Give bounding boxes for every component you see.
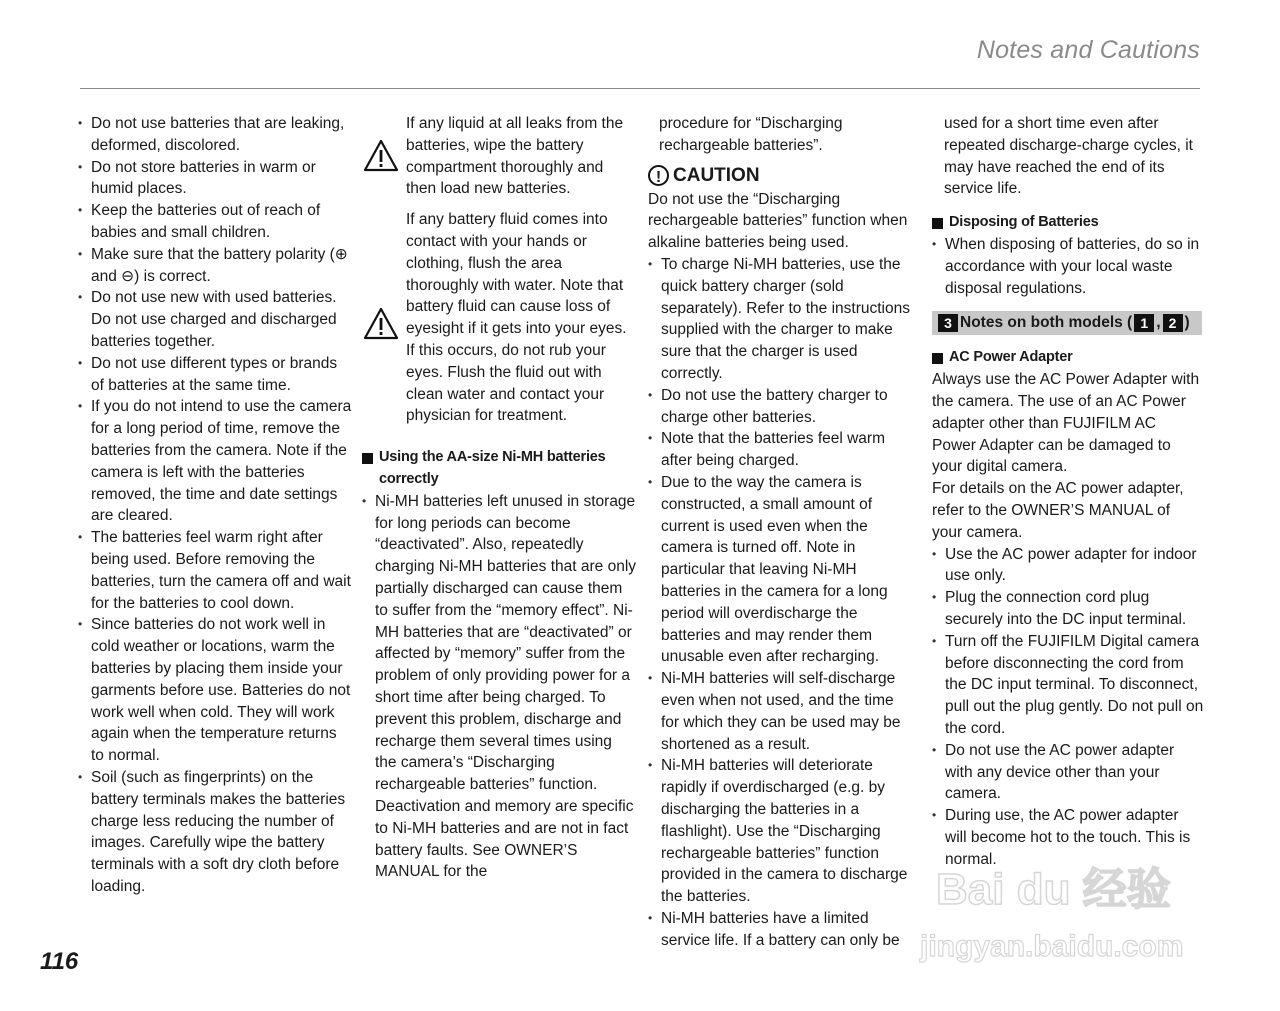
section-heading-ac-adapter: AC Power Adapter	[932, 347, 1204, 369]
list-item: • Do not store batteries in warm or humid places.	[78, 157, 352, 201]
column-3	[648, 113, 916, 951]
model-badge: 1	[1134, 314, 1154, 332]
list-item: • Make sure that the battery polarity (⊕ and ⊖) is correct.	[78, 244, 352, 288]
ac-paragraph: For details on the AC power adapter, refer to the OWNER’S MANUAL of your camera.	[932, 480, 1184, 541]
page-header-title: Notes and Cautions	[976, 36, 1200, 64]
list-item: • Ni-MH batteries will self-discharge even when not used, and the time for which they can be used may be shortened as a result.	[648, 668, 916, 755]
warning-triangle-icon	[363, 307, 399, 341]
section-heading-disposing: Disposing of Batteries	[932, 212, 1204, 234]
caution-icon: !	[648, 165, 669, 186]
ac-paragraph: Always use the AC Power Adapter with the camera. The use of an AC Power adapter other than FUJIFILM AC Power Adapter can be damaged to your digital camera.	[932, 371, 1200, 476]
list-item: • Turn off the FUJIFILM Digital camera before disconnecting the cord from the DC input terminal. To disconnect, pull out the plug gently. Do not pull on the cord.	[932, 631, 1204, 740]
column-2	[362, 113, 637, 883]
list-item: • Do not use the battery charger to charge other batteries.	[648, 385, 916, 429]
battery-cautions-list	[78, 113, 352, 898]
list-item: • Use the AC power adapter for indoor use only.	[932, 544, 1204, 588]
watermark-logo	[912, 858, 1212, 968]
column-1	[78, 113, 352, 898]
page-number: 116	[40, 948, 79, 975]
models-close: )	[1184, 314, 1190, 332]
list-item: • Ni-MH batteries have a limited service life. If a battery can only be	[648, 908, 916, 952]
list-item: • When disposing of batteries, do so in accordance with your local waste disposal regulations.	[932, 234, 1204, 299]
svg-text:Bai du 经验: Bai du 经验	[936, 865, 1171, 914]
models-separator: ,	[1156, 314, 1161, 332]
nimh-list	[362, 491, 637, 883]
models-label: Notes on both models (	[960, 314, 1133, 332]
continuation-text: procedure for “Discharging rechargeable batteries”.	[659, 115, 843, 154]
list-item: • Since batteries do not work well in cold weather or locations, warm the batteries by placing them inside your garments before use. Batteries do not work well when cold. They will work again when the temperature returns to normal.	[78, 614, 352, 767]
models-section-banner	[932, 311, 1202, 335]
warning-triangle-icon	[363, 139, 399, 173]
caution-text: Do not use the “Discharging rechargeable batteries” function when alkaline batteries being used.	[648, 190, 908, 252]
section-heading-nimh: Using the AA-size Ni-MH batteries correctly	[362, 447, 637, 491]
disposing-list	[932, 234, 1204, 299]
ac-adapter-list	[932, 544, 1204, 871]
list-item: • Plug the connection cord plug securely into the DC input terminal.	[932, 587, 1204, 631]
svg-text:jingyan.baidu.com: jingyan.baidu.com	[920, 930, 1184, 963]
list-item: • Due to the way the camera is constructed, a small amount of current is used even when the camera is turned off. Note in particular that leaving Ni-MH batteries in the camera for a long period will overdischarge the batteries and may render them unusable even after recharging.	[648, 472, 916, 668]
charging-list	[648, 254, 916, 952]
warning-leak	[362, 113, 637, 200]
list-item: • During use, the AC power adapter will become hot to the touch. This is normal.	[932, 805, 1204, 870]
list-item: • Do not use batteries that are leaking, deformed, discolored.	[78, 113, 352, 157]
list-item: • Ni-MH batteries left unused in storage for long periods can become “deactivated”. Also, repeatedly charging Ni-MH batteries that are only partially discharged can cause them to suffer from the “memory effect”. Ni-MH batteries that are “deactivated” or affected by “memory” suffer from the problem of only providing power for a short time after being charged. To prevent this problem, discharge and recharge them several times using the camera’s “Discharging rechargeable batteries” function. Deactivation and memory are specific to Ni-MH batteries and are not in fact battery faults. See OWNER’S MANUAL for the	[362, 491, 637, 883]
list-item: • Note that the batteries feel warm after being charged.	[648, 428, 916, 472]
caution-label: CAUTION	[673, 164, 760, 186]
list-item: • Do not use the AC power adapter with any device other than your camera.	[932, 740, 1204, 805]
continuation-text: used for a short time even after repeated discharge-charge cycles, it may have reached the end of its service life.	[944, 115, 1193, 198]
list-item: • The batteries feel warm right after being used. Before removing the batteries, turn the camera off and wait for the batteries to cool down.	[78, 527, 352, 614]
list-item: • Keep the batteries out of reach of babies and small children.	[78, 200, 352, 244]
list-item: • Ni-MH batteries will deteriorate rapidly if overdischarged (e.g. by discharging the batteries in a flashlight). Use the “Discharging rechargeable batteries” function provided in the camera to discharge the batteries.	[648, 755, 916, 908]
list-item: • If you do not intend to use the camera for a long period of time, remove the batteries from the camera. Note if the camera is left with the batteries removed, the time and date settings are cleared.	[78, 396, 352, 527]
warning-leak-text: If any liquid at all leaks from the batteries, wipe the battery compartment thoroughly and then load new batteries.	[406, 115, 624, 198]
warning-fluid-text: If any battery fluid comes into contact with your hands or clothing, flush the area thoroughly with water. Note that battery fluid can cause loss of eyesight if it gets into your eyes. If this occurs, do not rub your eyes. Flush the fluid out with clean water and contact your physician for treatment.	[406, 211, 627, 425]
caution-heading	[648, 163, 916, 189]
section-number-badge: 3	[938, 314, 958, 332]
list-item: • To charge Ni-MH batteries, use the quick battery charger (sold separately). Refer to the instructions supplied with the charger to make sure that the charger is used correctly.	[648, 254, 916, 385]
model-badge: 2	[1163, 314, 1183, 332]
list-item: • Soil (such as fingerprints) on the battery terminals makes the batteries charge less reducing the number of images. Carefully wipe the battery terminals with a soft dry cloth before loading.	[78, 767, 352, 898]
column-4	[932, 113, 1204, 871]
warning-fluid	[362, 209, 637, 427]
header-divider	[80, 88, 1200, 89]
list-item: • Do not use new with used batteries. Do not use charged and discharged batteries together.	[78, 287, 352, 352]
list-item: • Do not use different types or brands of batteries at the same time.	[78, 353, 352, 397]
